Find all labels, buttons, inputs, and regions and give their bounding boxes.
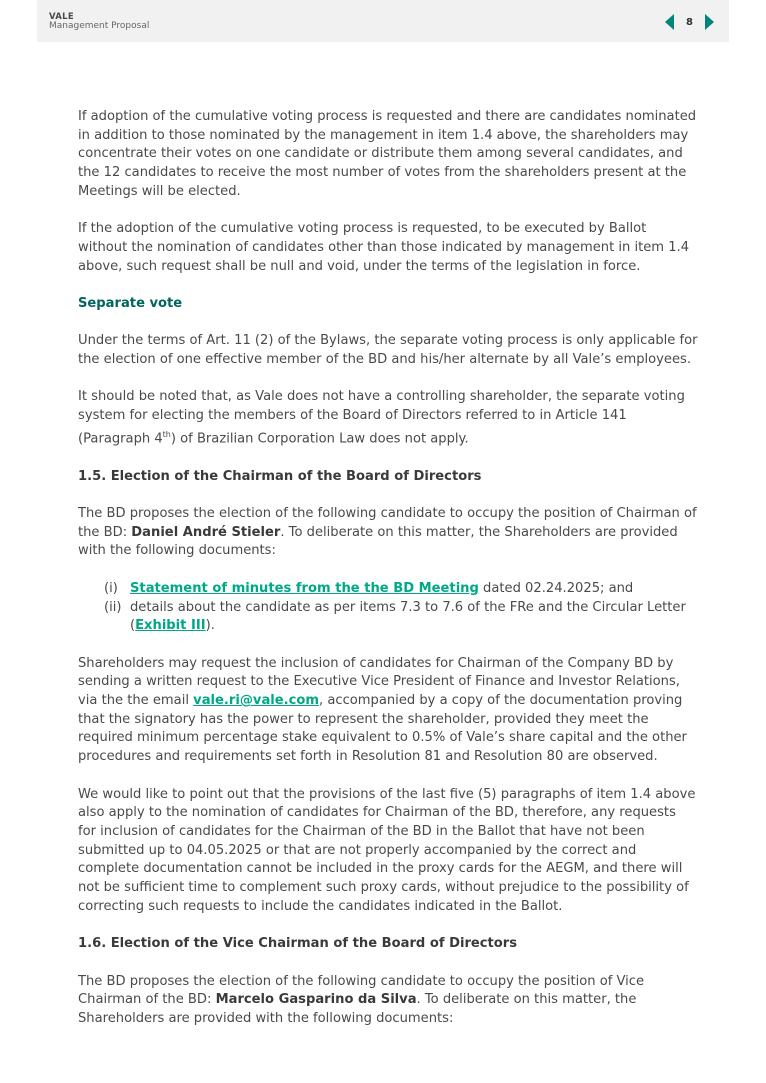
text: ) of Brazilian Corporation Law does not apply. <box>170 431 469 447</box>
previous-page-icon[interactable] <box>665 14 674 30</box>
list-text <box>130 599 698 636</box>
paragraph-ballot-voting: If the adoption of the cumulative voting process is requested, to be executed by Ballot without the nomination of candidates other than those indicated by management in item 1.4 above, such request shall be null and void, under the terms of the legislation in force. <box>78 221 690 274</box>
candidate-name: Marcelo Gasparino da Silva <box>215 992 417 1008</box>
next-page-icon[interactable] <box>705 14 714 30</box>
text: It should be noted that, as Vale does not have a controlling shareholder, the separate voting system for electing the members of the Board of Directors referred to in Article 141 (Paragraph 4 <box>78 389 685 447</box>
brand <box>49 13 149 31</box>
brand-name: VALE <box>49 12 75 22</box>
page-number: 8 <box>686 16 693 28</box>
page-header <box>37 0 729 42</box>
list-number: (ii) <box>104 599 122 615</box>
list-item <box>78 599 698 636</box>
paragraph-controlling-shareholder <box>78 388 698 448</box>
text: dated 02.24.2025; and <box>478 580 634 596</box>
paragraph-cumulative-voting: If adoption of the cumulative voting process is requested and there are candidates nominated in addition to those nominated by the management in item 1.4 above, the shareholders may concentrate their votes on one candidate or distribute them among several candidates, and the 12 candidates to receive the most number of votes from the shareholders present at the Meetings will be elected. <box>78 109 697 199</box>
email-link[interactable]: vale.ri@vale.com <box>193 693 320 709</box>
documents-list <box>78 580 698 636</box>
text: The BD proposes the election of the following candidate to occupy the position of Vice Chairman of the BD: <box>78 973 645 1008</box>
text: Shareholders may request the inclusion of candidates for Chairman of the Company BD by sending a written request to the Executive Vice President of Finance and Investor Relations, via the the email <box>78 655 680 709</box>
list-number: (i) <box>104 580 118 596</box>
paragraph-chairman-proposal <box>78 505 698 561</box>
document-subtitle: Management Proposal <box>49 20 150 31</box>
exhibit-iii-link[interactable]: Exhibit III <box>135 618 206 634</box>
list-text <box>130 580 633 599</box>
document-body <box>78 108 698 1047</box>
paragraph-candidate-request <box>78 655 698 767</box>
heading-section-1-5: 1.5. Election of the Chairman of the Board of Directors <box>78 468 482 484</box>
minutes-link[interactable]: Statement of minutes from the the BD Meeting <box>130 580 479 596</box>
text: , accompanied by a copy of the documentation proving that the signatory has the power to represent the shareholder, provided they meet the required minimum percentage stake equivalent to 0.5% of Vale’s share capital and the other procedures and requirements set forth in Resolution 81 and Resolution 80 are observed. <box>78 693 687 765</box>
heading-section-1-6: 1.6. Election of the Vice Chairman of the Board of Directors <box>78 936 518 952</box>
paragraph-bylaws: Under the terms of Art. 11 (2) of the Bylaws, the separate voting process is only applicable for the election of one effective member of the BD and his/her alternate by all Vale’s employees. <box>78 333 698 368</box>
paragraph-provisions: We would like to point out that the provisions of the last five (5) paragraphs of item 1.4 above also apply to the nomination of candidates for Chairman of the BD, therefore, any requests for inclusion of candidates for the Chairman of the BD in the Ballot that have not been submitted up to 04.05.2025 or that are not properly accompanied by the correct and complete documentation cannot be included in the proxy cards for the AEGM, and there will not be sufficient time to complement such proxy cards, without prejudice to the possibility of correcting such requests to include the candidates indicated in the Ballot. <box>78 786 696 914</box>
list-item <box>78 580 698 599</box>
text: The BD proposes the election of the following candidate to occupy the position of Chairman of the BD: <box>78 506 697 540</box>
text: ). <box>205 618 215 634</box>
paragraph-vice-chairman-proposal <box>78 973 698 1029</box>
candidate-name: Daniel André Stieler <box>131 524 281 540</box>
text: . To deliberate on this matter, the Shareholders are provided with the following documents: <box>78 992 637 1026</box>
heading-separate-vote: Separate vote <box>78 296 183 311</box>
text: . To deliberate on this matter, the Shareholders are provided with the following documents: <box>78 524 678 559</box>
text: details about the candidate as per items 7.3 to 7.6 of the FRe and the Circular Letter ( <box>130 599 686 634</box>
page-navigator <box>665 14 714 30</box>
superscript: th <box>162 429 171 439</box>
